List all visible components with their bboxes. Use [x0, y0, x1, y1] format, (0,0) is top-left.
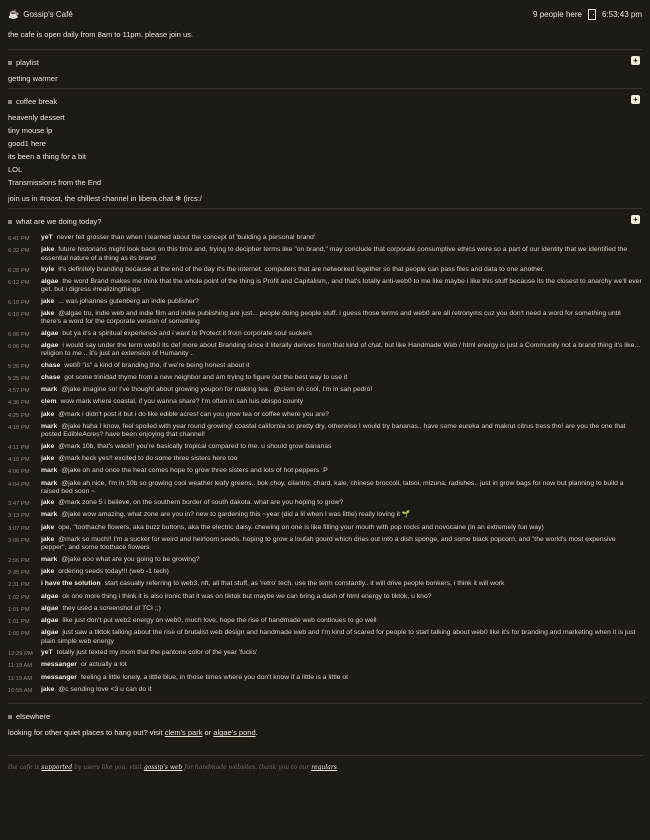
- message-body: [41, 278, 642, 295]
- message-body: [41, 499, 642, 508]
- message-nick: chase: [41, 361, 61, 369]
- message-text: @jake wow amazing, what zone are you in? new to gardening this ~year (did a lil when I was little) really loving it 🌱: [61, 511, 411, 519]
- message-text: ... was johannes gutenberg an indie publisher?: [58, 297, 199, 305]
- message-body: [41, 467, 642, 476]
- chat-message: [8, 568, 642, 577]
- message-time: 10:55 AM: [8, 687, 33, 694]
- message-time: 3:13 PM: [8, 513, 30, 520]
- message-nick: algae: [41, 617, 59, 625]
- chat-message: [8, 524, 642, 533]
- message-body: [41, 605, 642, 614]
- message-body: [41, 246, 642, 263]
- message-text: @algae tru, indie web and indie film and indie publishing are just... people doing people stuff. i guess those terms and web0 are all retronyms cuz you don't need a word for something until there's a word for the corporate version of something: [41, 310, 621, 326]
- message-body: [41, 686, 642, 695]
- message-nick: jake: [41, 410, 55, 418]
- message-nick: yeT: [41, 234, 53, 241]
- message-text: wow mark where coastal, if you wanna share? I'm often in san luis obispo county: [60, 398, 304, 406]
- message-time: 4:25 PM: [8, 412, 30, 419]
- link-clems-park[interactable]: clem's park: [164, 728, 203, 738]
- message-time: 4:18 PM: [8, 425, 30, 432]
- chat-message: [8, 362, 642, 371]
- message-nick: jake: [41, 297, 55, 305]
- message-text: @jake oh and once the heat comes hope to grow three sisters and lots of hot peppers :P: [61, 467, 328, 475]
- cafe-title: Gossip's Café: [23, 9, 73, 19]
- chat-message: [8, 674, 642, 683]
- message-nick: mark: [41, 423, 58, 431]
- message-nick: yeT: [41, 648, 53, 656]
- message-nick: messanger: [41, 661, 77, 669]
- message-nick: algae: [41, 341, 59, 349]
- message-body: [41, 580, 642, 589]
- chat-message: [8, 467, 642, 476]
- message-text: @jake imagine so! I've thought about growing youpon for making tea.. @clem oh cool, I'm in san pedro!: [61, 386, 373, 394]
- message-nick: algae: [41, 278, 59, 286]
- footer-text: by users like you. visit: [72, 764, 144, 772]
- message-body: [41, 511, 642, 520]
- chat-message: [8, 298, 642, 307]
- bullet-icon: [8, 715, 12, 719]
- chat-message: [8, 593, 642, 602]
- chat-message: [8, 386, 642, 395]
- message-time: 4:57 PM: [8, 388, 30, 395]
- text-mid: or: [202, 728, 214, 738]
- message-text: ordering seeds today!!! (web -1 tech): [58, 567, 169, 575]
- message-nick: jake: [41, 536, 55, 544]
- message-text: ope, "toothache flowers, aka buzz buttons, aka the electric daisy. chewing on one is like filling your mouth with pop rocks and novocaine (in an extremely fun way): [58, 523, 544, 531]
- section-header: [8, 97, 642, 106]
- section-title: coffee break: [16, 97, 58, 106]
- elsewhere-section: [8, 703, 642, 737]
- text-after: .: [255, 728, 258, 738]
- intro-text: the cafe is open daily from 8am to 11pm. please join us.: [8, 30, 193, 39]
- message-text: it's definitely branding because at the end of the day it's the internet. computers that are networked together so that people can pass files and data to one another.: [58, 265, 545, 273]
- message-time: 6:41 PM: [8, 236, 30, 242]
- chat-message: [8, 480, 642, 497]
- section-title: elsewhere: [16, 712, 51, 722]
- message-body: [41, 455, 642, 464]
- message-nick: jake: [41, 246, 55, 254]
- list-item: tiny mouse lp: [8, 126, 53, 135]
- chat-message: [8, 266, 642, 275]
- message-nick: algae: [41, 629, 59, 637]
- link-gossips-web[interactable]: gossip's web: [143, 764, 183, 772]
- message-nick: algae: [41, 592, 59, 600]
- link-algaes-pond[interactable]: algae's pond: [213, 728, 256, 738]
- footer: [8, 755, 642, 771]
- footer-text: .: [336, 764, 339, 772]
- chat-message: [8, 398, 642, 407]
- message-time: 5:25 PM: [8, 375, 30, 382]
- message-time: 6:28 PM: [8, 267, 30, 274]
- chat-section: [8, 208, 642, 695]
- message-nick: kyle: [41, 265, 55, 273]
- message-time: 2:35 PM: [8, 569, 30, 576]
- message-text: @mark 10b, that's wack!! you're basically tropical compared to me. u should grow bananas: [58, 442, 332, 450]
- expand-plus-icon[interactable]: +: [631, 95, 640, 104]
- message-text: @mark i didn't post it but i do like edible acres! can you grow tea or coffee where you are?: [58, 410, 329, 418]
- message-nick: jake: [41, 499, 55, 507]
- text-before: looking for other quiet places to hang out? visit: [8, 728, 165, 738]
- message-time: 6:10 PM: [8, 312, 30, 319]
- message-time: 4:36 PM: [8, 400, 30, 407]
- message-body: [41, 266, 642, 275]
- chat-message: [8, 605, 642, 614]
- message-nick: mark: [41, 467, 58, 475]
- message-text: @mark heck yes!! excited to do some three sisters here too: [58, 454, 238, 462]
- clock: 6:53:43 pm: [601, 9, 642, 19]
- message-body: [41, 629, 642, 646]
- chat-message: [8, 342, 642, 359]
- top-bar: [8, 6, 642, 22]
- message-nick: mark: [41, 555, 58, 563]
- message-text: i would say under the term web0 its def more about Branding since it literally derives from that kind of chat, but like Handmade Web / html energy is just a Community not a brand thing it's like... religion to me .. it's just an extension of Humanity ..: [41, 341, 641, 358]
- message-nick: jake: [41, 523, 55, 531]
- message-time: 6:06 PM: [8, 343, 30, 350]
- message-text: they used a screenshot of TCI ;;): [62, 604, 161, 612]
- bullet-icon: [8, 220, 12, 224]
- message-nick: mark: [41, 479, 58, 487]
- playlist-section: [8, 49, 642, 83]
- chat-message: [8, 246, 642, 263]
- section-title: playlist: [16, 58, 39, 67]
- message-text: future historians might look back on this time and, trying to decipher terms like "on brand," may conclude that corporate consumptive ethics were so a part of our identity that we identified the essential nature of a thing as its brand: [41, 246, 628, 262]
- message-text: web0 "is" a kind of branding tho, if we're being honest about it: [64, 361, 250, 369]
- message-time: 6:06 PM: [8, 331, 30, 338]
- link-supported[interactable]: supported: [41, 764, 73, 772]
- message-text: just saw a tiktok talking about the rise of brutalist web design and handmade web and I'm kind of scared for people to start talking about web0 like it's for branding and marketing when it is just plain simple web energy: [41, 629, 636, 645]
- message-body: [41, 556, 642, 565]
- message-text: @mark so much!! I'm a sucker for weird and heirloom seeds. hoping to grow a loufah gourd which dries out into a dish sponge, and some black popcorn, and "the world's most expensive pepper", and some toothace flowers: [41, 536, 616, 552]
- message-nick: algae: [41, 329, 59, 337]
- message-time: 11:19 AM: [8, 663, 33, 670]
- bullet-icon: [8, 100, 12, 104]
- message-text: like just don't put web2 energy on web0, much love, hope the rise of handmade web continues to go well: [62, 617, 377, 625]
- message-time: 12:29 PM: [8, 650, 33, 657]
- message-time: 1:02 PM: [8, 594, 30, 601]
- link-regulars[interactable]: regulars: [311, 764, 337, 772]
- chat-message: [8, 411, 642, 420]
- message-nick: mark: [41, 386, 58, 394]
- message-text: @jake ooo what are you going to be growing?: [61, 555, 200, 563]
- people-count: 9 people here: [533, 9, 582, 19]
- message-nick: algae: [41, 604, 59, 612]
- message-text: @jake ah nice, I'm in 10b so growing cool weather leafy greens.. bok choy, cilantro, chard, kale, chinese broccoli, tatsoi, mizuna, radishes.. just in grow bags for now but planning to build a raised bed soon ~: [41, 479, 624, 495]
- section-title: what are we doing today?: [16, 217, 102, 226]
- chat-message: [8, 499, 642, 508]
- message-text: got some trinidad thyme from a new neighbor and am trying to figure out the best way to use it: [64, 373, 348, 381]
- message-time: 1:00 PM: [8, 631, 30, 638]
- message-body: [41, 374, 642, 383]
- message-body: [41, 617, 642, 626]
- message-body: [41, 674, 642, 683]
- message-text: @mark zone 5 i believe, on the southern border of south dakota. what are you hoping to grow?: [58, 499, 344, 507]
- message-time: 4:06 PM: [8, 469, 30, 476]
- playlist-line: getting warmer: [8, 74, 58, 83]
- message-text: the word Brand makes me think that the whole point of the thing is Profit and Capitalism,, and that's totally anti-web0 to me like maybe i like this stuff because its the closest to anarchy we'll ever get. but i digress #realizingthings: [41, 278, 642, 294]
- brand: [8, 9, 73, 20]
- message-text: @c sending love <3 u can do it: [58, 685, 152, 693]
- message-time: 1:01 PM: [8, 606, 30, 613]
- message-body: [41, 342, 642, 359]
- chat-message: [8, 580, 642, 589]
- chat-list: [8, 234, 642, 695]
- message-text: ok one more thing i think it is also ironic that it was on tiktok but maybe we can bring a dash of html energy to tiktok, u kno?: [62, 592, 432, 600]
- message-time: 2:56 PM: [8, 557, 30, 564]
- bullet-icon: [8, 61, 12, 65]
- chat-message: [8, 278, 642, 295]
- message-body: [41, 398, 642, 407]
- message-text: @jake haha I know, feel spoiled with year round growing! coastal california so pretty dry, otherwise I would try bananas.. have some eureka and makrut citrus tress tho! are you the one that posted EdibleAcres? have been enjoying that channel!: [41, 423, 626, 439]
- section-header: [8, 58, 642, 67]
- coffee-break-section: [8, 88, 642, 203]
- message-time: 3:07 PM: [8, 525, 30, 532]
- expand-plus-icon[interactable]: +: [631, 56, 640, 65]
- message-body: [41, 411, 642, 420]
- message-time: 5:26 PM: [8, 363, 30, 370]
- message-text: totally just texted my mom that the pantone color of the year 'fucks': [56, 648, 258, 656]
- message-nick: i have the solution: [41, 580, 101, 588]
- chat-message: [8, 686, 642, 695]
- message-body: [41, 524, 642, 533]
- message-nick: jake: [41, 454, 55, 462]
- message-time: 6:12 PM: [8, 280, 30, 287]
- message-time: 3:06 PM: [8, 538, 30, 545]
- list-item: Transmissions from the End: [8, 178, 102, 187]
- section-header: [8, 712, 642, 721]
- list-item: its been a thing for a bit: [8, 152, 86, 161]
- message-text: never felt grosser than when I learned about the concept of 'building a personal brand': [56, 234, 316, 241]
- chat-message: [8, 649, 642, 658]
- message-time: 2:31 PM: [8, 582, 30, 589]
- message-body: [41, 593, 642, 602]
- message-text: feeling a little lonely, a little blue, in those times where you don't know if a little is a little ot: [80, 673, 349, 681]
- message-body: [41, 480, 642, 497]
- message-time: 4:11 PM: [8, 444, 30, 451]
- chat-message: [8, 629, 642, 646]
- message-body: [41, 386, 642, 395]
- message-body: [41, 298, 642, 307]
- message-body: [41, 568, 642, 577]
- chat-message: [8, 443, 642, 452]
- message-text: or actually a lot: [80, 661, 127, 669]
- message-nick: jake: [41, 567, 55, 575]
- message-nick: jake: [41, 310, 55, 318]
- chat-message: [8, 511, 642, 520]
- message-nick: mark: [41, 511, 58, 519]
- join-text: join us in #roost, the chillest channel in libera.chat ❄ (ircs:/: [8, 194, 202, 203]
- chat-message: [8, 455, 642, 464]
- chat-message: [8, 536, 642, 553]
- message-text: start casually referring to web3, nft, all that stuff, as 'retro' tech. use the term constantly.. it will drive people bonkers, i think it will work: [104, 580, 505, 588]
- chat-message: [8, 310, 642, 327]
- message-body: [41, 310, 642, 327]
- message-nick: jake: [41, 685, 55, 693]
- door-icon[interactable]: [588, 9, 596, 20]
- footer-text: the cafe is: [8, 764, 42, 772]
- elsewhere-text: [8, 729, 642, 737]
- chat-message: [8, 374, 642, 383]
- coffee-cup-icon: ☕: [8, 8, 20, 19]
- message-nick: messanger: [41, 673, 77, 681]
- message-body: [41, 649, 642, 658]
- expand-plus-icon[interactable]: +: [631, 215, 640, 224]
- message-nick: jake: [41, 442, 55, 450]
- message-time: 6:32 PM: [8, 248, 30, 255]
- message-time: 6:10 PM: [8, 299, 30, 306]
- top-right: [533, 9, 642, 20]
- chat-message: [8, 423, 642, 440]
- chat-message: [8, 330, 642, 339]
- chat-message: [8, 661, 642, 670]
- message-time: 11:19 AM: [8, 675, 33, 682]
- message-body: [41, 536, 642, 553]
- chat-message: [8, 617, 642, 626]
- chat-message: [8, 234, 642, 243]
- message-time: 3:47 PM: [8, 501, 30, 508]
- message-body: [41, 362, 642, 371]
- message-time: 4:04 PM: [8, 481, 30, 488]
- section-header: [8, 217, 642, 226]
- footer-text: for handmade websites. thank you to our: [182, 764, 312, 772]
- message-body: [41, 443, 642, 452]
- list-item: good1 here: [8, 139, 46, 148]
- message-body: [41, 423, 642, 440]
- list-item: LOL: [8, 165, 23, 174]
- message-time: 4:10 PM: [8, 456, 30, 463]
- message-nick: clem: [41, 398, 57, 406]
- message-body: [41, 661, 642, 670]
- message-body: [41, 330, 642, 339]
- message-text: but ya it's a spiritual experience and i want to Protect it from corporate soul suckers: [62, 329, 312, 337]
- message-nick: chase: [41, 373, 61, 381]
- list-item: heavenly dessert: [8, 113, 65, 122]
- chat-message: [8, 556, 642, 565]
- message-body: [41, 234, 642, 243]
- message-time: 1:01 PM: [8, 619, 30, 626]
